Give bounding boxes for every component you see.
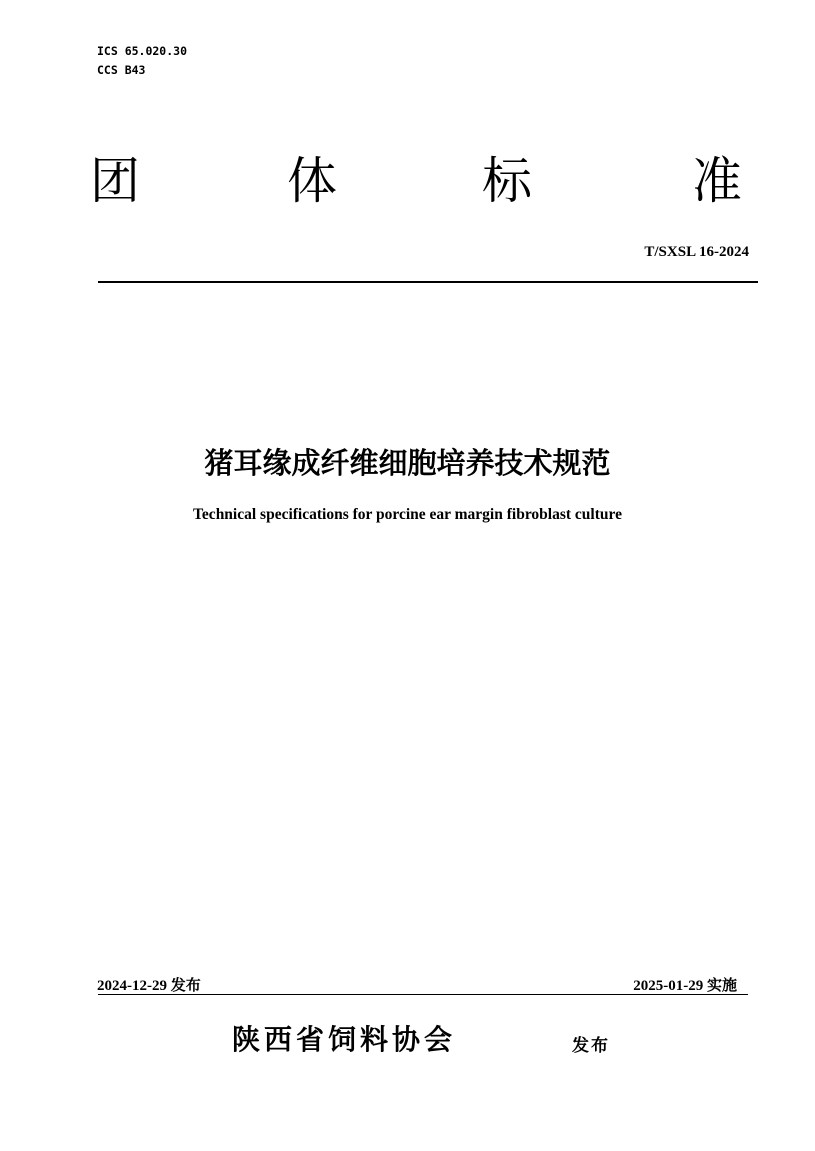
document-title-zh: 猪耳缘成纤维细胞培养技术规范 (204, 446, 611, 480)
standard-number: T/SXSL 16-2024 (644, 244, 749, 260)
ccs-code: CCS B43 (97, 63, 146, 77)
ics-code: ICS 65.020.30 (97, 44, 188, 58)
category-char-1: 团 (90, 152, 140, 210)
issuer-suffix: 发布 (572, 1036, 610, 1056)
issuer-name: 陕西省饲料协会 (232, 1023, 457, 1056)
category-char-4: 准 (692, 152, 742, 210)
implement-date: 2025-01-29 实施 (633, 978, 737, 994)
document-title-en: Technical specifications for porcine ear margin fibroblast culture (193, 506, 622, 523)
top-divider (98, 281, 758, 283)
category-char-3: 标 (482, 152, 532, 210)
bottom-divider (98, 994, 748, 995)
classification-codes (97, 42, 187, 80)
category-char-2: 体 (287, 152, 337, 210)
publish-date: 2024-12-29 发布 (97, 978, 201, 994)
